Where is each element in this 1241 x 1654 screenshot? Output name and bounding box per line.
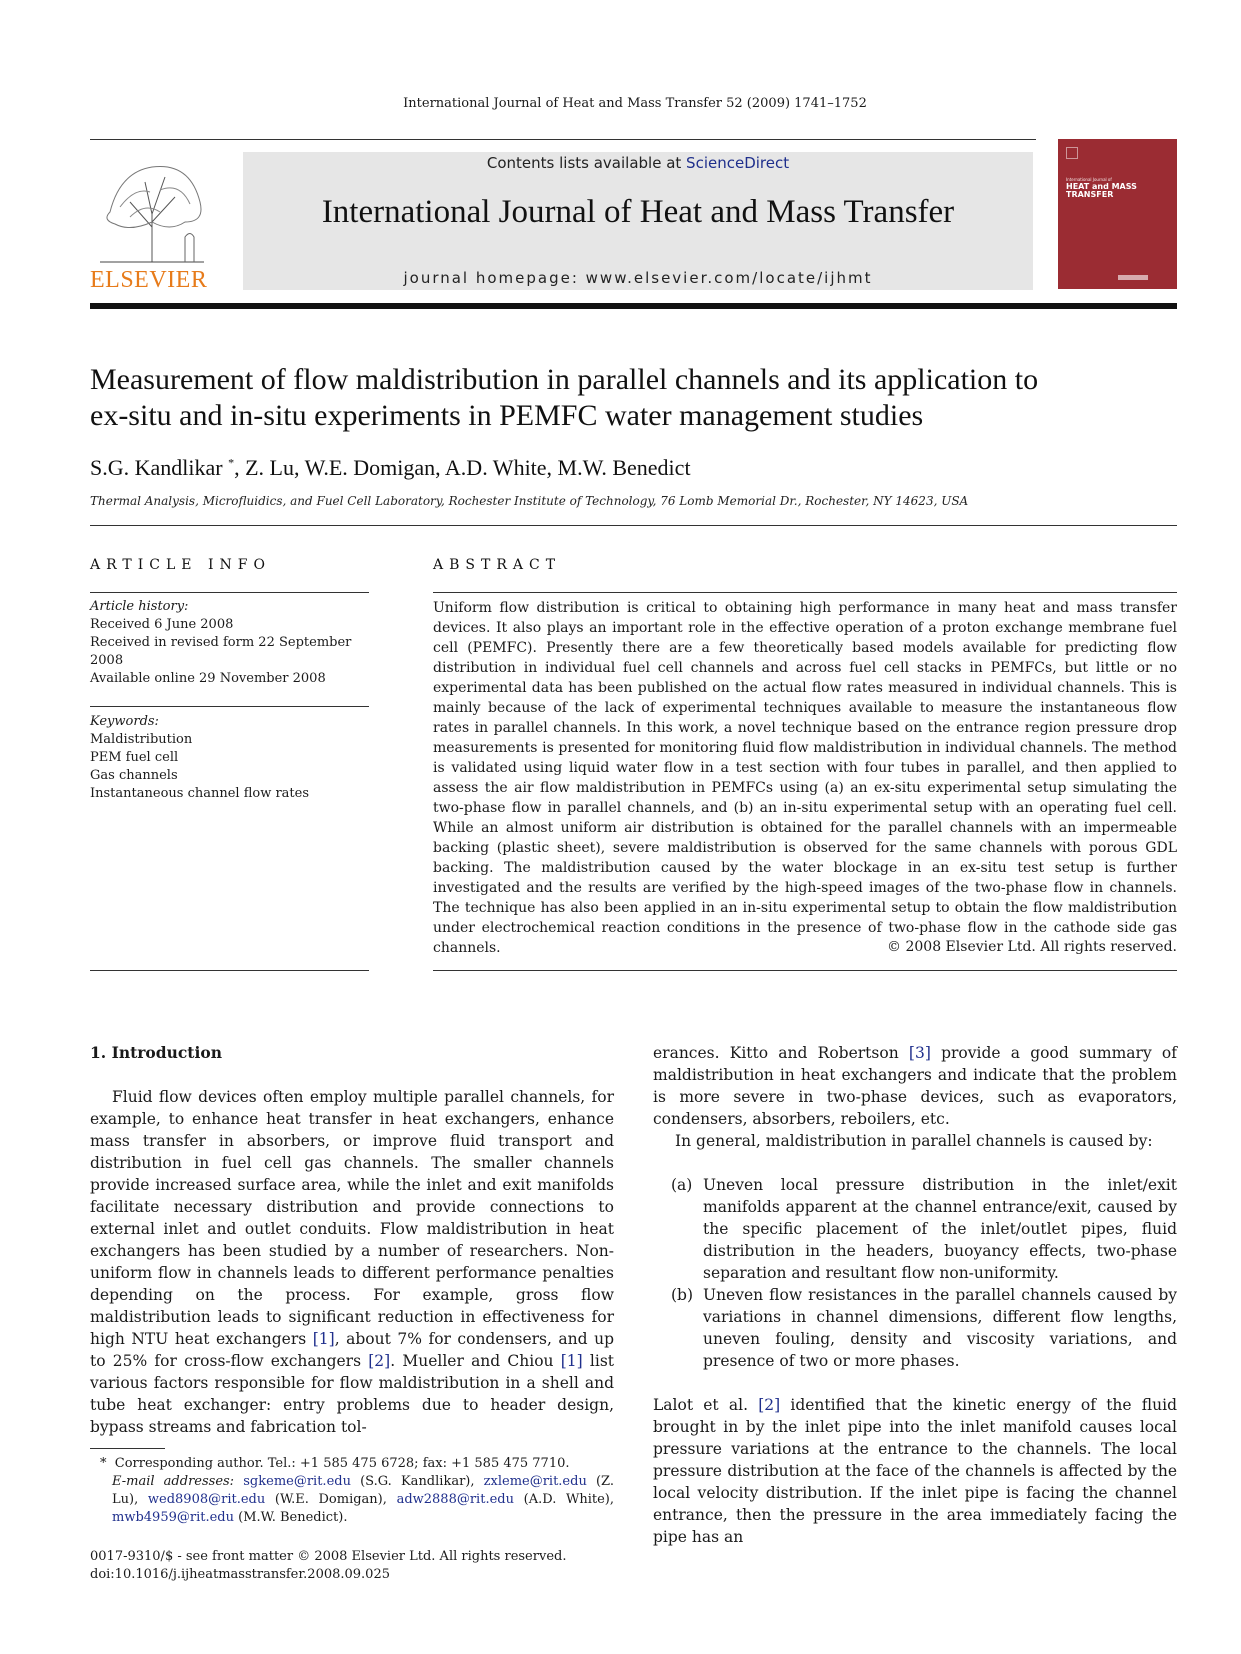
header-rule (90, 139, 1036, 140)
email-link[interactable]: adw2888@rit.edu (396, 1492, 514, 1507)
issn-line: 0017-9310/$ - see front matter © 2008 Elsevier Ltd. All rights reserved. (90, 1549, 567, 1564)
keyword: Gas channels (90, 768, 178, 783)
text-run: provide a good summary of maldistribution in heat exchangers and indicate that the problem is more severe in two-phase devices, such as evaporators, condensers, absorbers, reboilers, etc. (653, 1044, 1177, 1128)
journal-reference: International Journal of Heat and Mass Transfer 52 (2009) 1741–1752 (403, 96, 867, 111)
contents-prefix: Contents lists available at (486, 154, 687, 172)
list-item-text: Uneven local pressure distribution in the inlet/exit manifolds apparent at the channel entrance/exit, caused by the specific placement of the inlet/outlet pipes, fluid distribution in the headers, buoyancy effects, two-phase separation and resultant flow non-uniformity. (703, 1176, 1177, 1282)
footnote-rule (90, 1448, 165, 1449)
text-run: list various factors responsible for flow maldistribution in a shell and tube heat exchanger: entry problems due to header design, bypass streams and fabrication tol- (90, 1352, 614, 1436)
email-owner: (Z. Lu), (112, 1474, 614, 1507)
email-label: E-mail addresses: (112, 1474, 235, 1489)
text-run: . Mueller and Chiou (390, 1352, 561, 1370)
paper-title (90, 362, 1177, 434)
email-owner: (S.G. Kandlikar), (350, 1474, 484, 1489)
history-label: Article history: (90, 599, 189, 614)
keyword: Maldistribution (90, 732, 193, 747)
elsevier-logo[interactable] (90, 152, 220, 292)
email-link[interactable]: zxleme@rit.edu (483, 1474, 587, 1489)
keywords (90, 713, 369, 803)
affiliation-rule (90, 525, 1177, 526)
left-column (90, 1086, 614, 1438)
author-others: , Z. Lu, W.E. Domigan, A.D. White, M.W. Benedict (234, 455, 691, 480)
citation-link[interactable]: [1] (312, 1330, 335, 1348)
email-link[interactable]: wed8908@rit.edu (147, 1492, 266, 1507)
cover-title-small: International Journal of (1066, 177, 1112, 182)
journal-cover-thumbnail[interactable] (1058, 139, 1177, 289)
keyword: Instantaneous channel flow rates (90, 786, 310, 801)
paragraph (653, 1042, 1177, 1130)
article-info-heading: ARTICLE INFO (90, 557, 271, 573)
abstract-heading: ABSTRACT (433, 557, 562, 573)
right-column (653, 1042, 1177, 1548)
sciencedirect-link[interactable]: ScienceDirect (686, 154, 790, 172)
cause-list (653, 1174, 1177, 1372)
list-item (653, 1284, 1177, 1372)
list-item-text: Uneven flow resistances in the parallel channels caused by variations in channel dimensions, different flow lengths, uneven fouling, density and viscosity variations, and presence of two or more phases. (703, 1286, 1177, 1370)
email-addresses (90, 1473, 614, 1527)
corresponding-text: Corresponding author. Tel.: +1 585 475 6728; fax: +1 585 475 7710. (114, 1456, 570, 1471)
list-marker: (a) (671, 1176, 693, 1194)
journal-homepage-link[interactable]: journal homepage: www.elsevier.com/locate/ijhmt (403, 269, 873, 287)
history-item: 2008 (90, 653, 124, 668)
author-first: S.G. Kandlikar (90, 455, 223, 480)
elsevier-wordmark: ELSEVIER (90, 267, 208, 293)
list-item (653, 1174, 1177, 1284)
doi-line[interactable]: doi:10.1016/j.ijheatmasstransfer.2008.09.025 (90, 1567, 390, 1582)
front-matter (90, 1548, 566, 1584)
cover-title (1066, 177, 1166, 199)
article-info-rule (90, 592, 369, 593)
paragraph (653, 1394, 1177, 1548)
citation-link[interactable]: [2] (758, 1396, 781, 1414)
cover-publisher-mark (1118, 275, 1148, 280)
abstract-bottom-rule (433, 970, 1177, 971)
contents-line (243, 154, 1033, 172)
article-info-bottom-rule (90, 970, 369, 971)
cover-title-big: HEAT and MASS TRANSFER (1066, 182, 1137, 199)
corresponding-author-note (90, 1455, 614, 1473)
abstract-text: Uniform flow distribution is critical to obtaining high performance in many heat and mass transfer devices. It also plays an important role in the effective operation of a proton exchange membrane fuel cell (PEMFC). Presently there are a few theoretically based models available for predicting flow distribution in individual fuel cell channels and across fuel cell stacks in PEMFCs, but little or no experimental data has been published on the actual flow rates measured in individual channels. This is mainly because of the lack of experimental techniques available to measure the instantaneous flow rates in parallel channels. In this work, a novel technique based on the entrance region pressure drop measurements is presented for monitoring fluid flow maldistribution in individual channels. The method is validated using liquid water flow in a test section with four tubes in parallel, and then applied to assess the air flow maldistribution in PEMFCs using (a) an ex-situ experimental setup simulating the two-phase flow in parallel channels, and (b) an in-situ experimental setup with an operating fuel cell. While an almost uniform air distribution is obtained for the parallel channels with an impermeable backing (plastic sheet), severe maldistribution is observed for the same channels with porous GDL backing. The maldistribution caused by the water blockage in an ex-situ test setup is further investigated and the results are verified by the high-speed images of the two-phase flow in channels. The technique has also been applied in an in-situ experimental setup to obtain the flow maldistribution under electrochemical reaction conditions in the presence of two-phase flow in the cathode side gas channels. (433, 600, 1177, 956)
header-thick-rule (90, 303, 1177, 309)
citation-link[interactable]: [2] (368, 1352, 391, 1370)
history-item: Received in revised form 22 September (90, 635, 352, 650)
abstract-rule (433, 592, 1177, 593)
email-owner: (W.E. Domigan), (265, 1492, 397, 1507)
text-run: identified that the kinetic energy of the fluid brought in by the inlet pipe into the inlet manifold causes local pressure variations at the entrance to the channels. The local pressure distribution at the face of the channels is affected by the local velocity distribution. If the inlet pipe is facing the channel entrance, then the pressure in the area immediately facing the pipe has an (653, 1396, 1177, 1546)
keyword: PEM fuel cell (90, 750, 179, 765)
author-list (90, 455, 691, 481)
email-link[interactable]: mwb4959@rit.edu (112, 1510, 234, 1525)
copyright-notice: © 2008 Elsevier Ltd. All rights reserved. (887, 939, 1177, 955)
footnote (90, 1455, 614, 1527)
section-heading: 1. Introduction (90, 1043, 222, 1062)
citation-link[interactable]: [3] (908, 1044, 931, 1062)
paragraph (90, 1086, 614, 1438)
keywords-rule (90, 706, 369, 707)
corresponding-author-mark[interactable]: * (228, 455, 235, 470)
history-item: Available online 29 November 2008 (90, 671, 326, 686)
footnote-star: * (100, 1456, 107, 1471)
paper-title-line-1: Measurement of flow maldistribution in parallel channels and its application to (90, 363, 1039, 396)
text-run: , about 7% for condensers, and up to 25% for cross-flow exchangers (90, 1330, 614, 1370)
history-item: Received 6 June 2008 (90, 617, 234, 632)
email-owner: (M.W. Benedict). (233, 1510, 348, 1525)
citation-link[interactable]: [1] (560, 1352, 583, 1370)
list-marker: (b) (671, 1286, 694, 1304)
article-history (90, 598, 369, 688)
tree-icon (90, 152, 214, 264)
email-owner: (A.D. White), (513, 1492, 615, 1507)
email-link[interactable]: sgkeme@rit.edu (243, 1474, 351, 1489)
journal-title: International Journal of Heat and Mass Transfer (321, 194, 955, 230)
text-run: erances. Kitto and Robertson (653, 1044, 909, 1062)
journal-banner (243, 152, 1033, 290)
paragraph: In general, maldistribution in parallel channels is caused by: (675, 1132, 1153, 1150)
text-run: Fluid flow devices often employ multiple parallel channels, for example, to enhance heat transfer in heat exchangers, enhance mass transfer in absorbers, or improve fluid transport and distribution in fuel cell gas channels. The smaller channels provide increased surface area, while the inlet and exit manifolds facilitate necessary distribution and provide connections to external inlet and outlet conduits. Flow maldistribution in heat exchangers has been studied by a number of researchers. Non-uniform flow in channels leads to different performance penalties depending on the process. For example, gross flow maldistribution leads to significant reduction in effectiveness for high NTU heat exchangers (90, 1088, 614, 1348)
paper-title-line-2: ex-situ and in-situ experiments in PEMFC water management studies (90, 399, 924, 432)
text-run: Lalot et al. (653, 1396, 759, 1414)
cover-emblem-icon (1066, 147, 1078, 159)
affiliation: Thermal Analysis, Microfluidics, and Fuel Cell Laboratory, Rochester Institute of Technology, 76 Lomb Memorial Dr., Rochester, NY 14623, USA (90, 494, 969, 508)
keywords-label: Keywords: (90, 714, 159, 729)
